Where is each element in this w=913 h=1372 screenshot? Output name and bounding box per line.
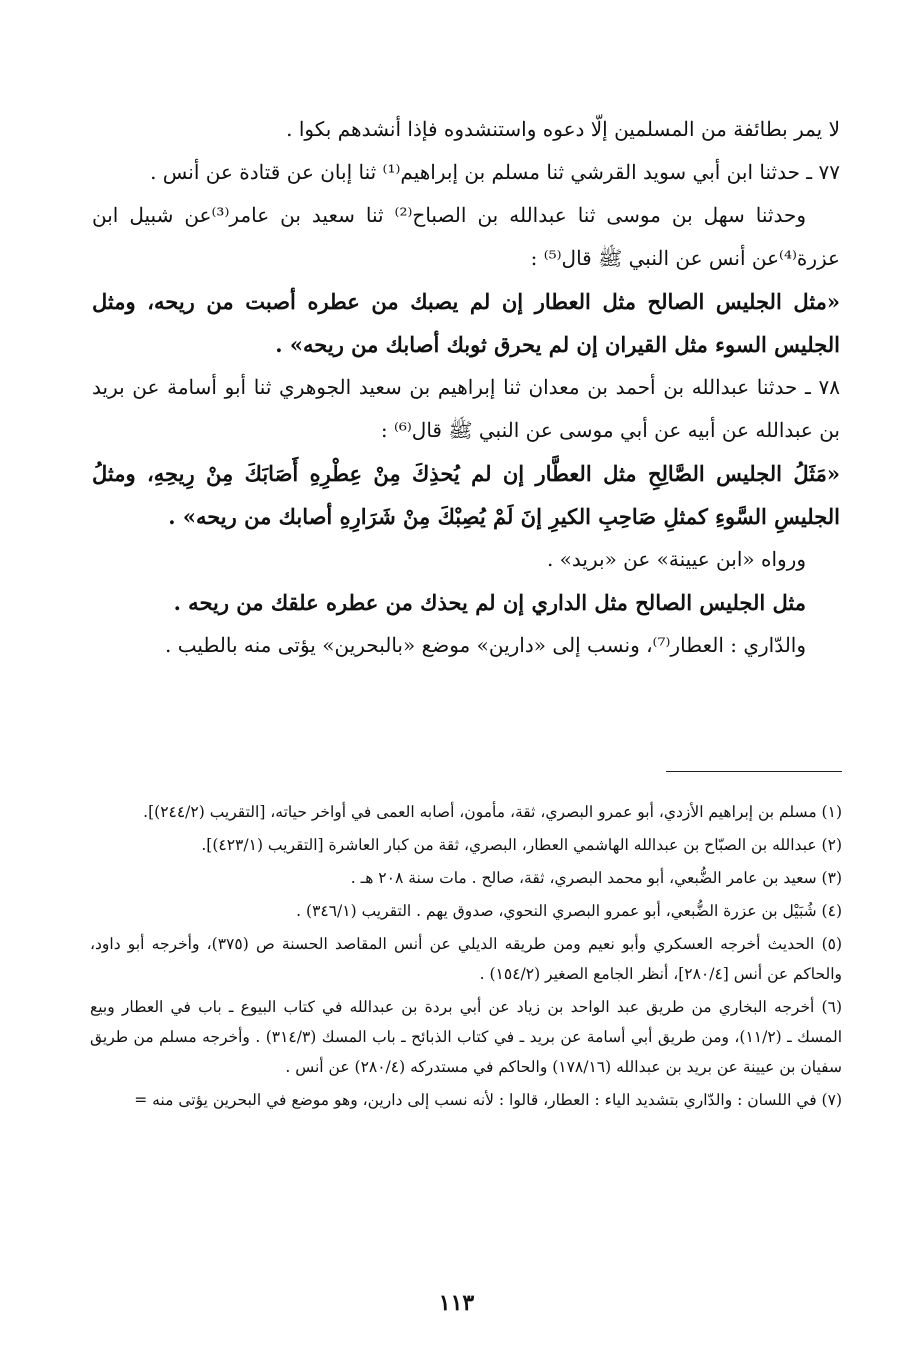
footnote-7: (٧) في اللسان : والدّاري بتشديد الياء : العطار، قالوا : لأنه نسب إلى دارين، وهو موضع في البحرين يؤتى منه = bbox=[134, 1091, 842, 1109]
hadith-text-3: مثل الجليس الصالح مثل الداري إن لم يحذك من عطره علقك من ريحه . bbox=[173, 590, 806, 615]
second-isnad: وحدثنا سهل بن موسى ثنا عبدالله بن الصباح⁽²⁾ ثنا سعيد بن عامر⁽³⁾عن شبيل ابن عزرة⁽⁴⁾عن أنس عن النبي ﷺ قال⁽⁵⁾ : bbox=[92, 203, 840, 270]
footnotes bbox=[90, 797, 842, 1118]
footnote-2: (٢) عبدالله بن الصبّاح بن عبدالله الهاشمي العطار، البصري، ثقة من كبار العاشرة [التقريب (٤٢٣/١)]. bbox=[201, 836, 842, 854]
hadith-text-1: «مثل الجليس الصالح مثل العطار إن لم يصبك من عطره أصبت من ريحه، ومثل الجليس السوء مثل القيران إن لم يحرق ثوبك أصابك من ريحه» . bbox=[92, 289, 840, 357]
paragraph-opening: لا يمر بطائفة من المسلمين إلّا دعوه واستنشدوه فإذا أنشدهم بكوا . bbox=[286, 117, 840, 141]
hadith-78-isnad: ٧٨ ـ حدثنا عبدالله بن أحمد بن معدان ثنا إبراهيم بن سعيد الجوهري ثنا أبو أسامة عن بريد بن عبدالله عن أبيه عن أبي موسى عن النبي ﷺ قال⁽⁶⁾ : bbox=[92, 375, 840, 442]
footnote-6: (٦) أخرجه البخاري من طريق عبد الواحد بن زياد عن أبي بردة بن عبدالله في كتاب البيوع ـ باب في العطار وبيع المسك ـ (١١/٢)، ومن طريق أبي أسامة عن بريد ـ في كتاب الذبائح ـ باب المسك (٣١٤/٣) . وأخرجه مسلم من طريق سفيان بن عيينة عن بريد بن عبدالله (١٧٨/١٦) والحاكم في مستدركه (٢٨٠/٤) عن أنس . bbox=[90, 998, 843, 1076]
narration-note: ورواه «ابن عيينة» عن «بريد» . bbox=[546, 547, 806, 571]
hadith-77-isnad: ٧٧ ـ حدثنا ابن أبي سويد القرشي ثنا مسلم بن إبراهيم⁽¹⁾ ثنا إبان عن قتادة عن أنس . bbox=[150, 160, 840, 184]
footnote-1: (١) مسلم بن إبراهيم الأزدي، أبو عمرو البصري، ثقة، مأمون، أصابه العمى في أواخر حياته، [التقريب (٢٤٤/٢)]. bbox=[143, 803, 842, 821]
footnote-4: (٤) شُبَيْل بن عزرة الضُّبعي، أبو عمرو البصري النحوي، صدوق يهم . التقريب (٣٤٦/١) . bbox=[296, 902, 842, 920]
darí-explanation: والدّاري : العطار⁽⁷⁾، ونسب إلى «دارين» موضع «بالبحرين» يؤتى منه بالطيب . bbox=[165, 633, 806, 657]
hadith-text-2: «مَثَلُ الجليس الصَّالِحِ مثل العطَّار إن لم يُحذِكَ مِنْ عِطْرِهِ أَصَابَكَ مِنْ رِيحِهِ، ومثلُ الجليسِ السَّوءِ كمثلِ صَاحِبِ الكيرِ إنَ لَمْ يُصِبْكَ مِنْ شَرَارِهِ أصابك من ريحه» . bbox=[92, 461, 840, 529]
footnote-3: (٣) سعيد بن عامر الضُّبعي، أبو محمد البصري، ثقة، صالح . مات سنة ٢٠٨ هـ . bbox=[350, 869, 842, 887]
main-text bbox=[92, 108, 840, 667]
page-number: ١١٣ bbox=[438, 1290, 475, 1316]
footnote-5: (٥) الحديث أخرجه العسكري وأبو نعيم ومن طريقه الديلي عن أنس المقاصد الحسنة ص (٣٧٥)، وأخرجه أبو داود، والحاكم عن أنس [٢٨٠/٤]، أنظر الجامع الصغير (١٥٤/٢) . bbox=[90, 935, 843, 983]
footnote-separator bbox=[666, 771, 842, 772]
